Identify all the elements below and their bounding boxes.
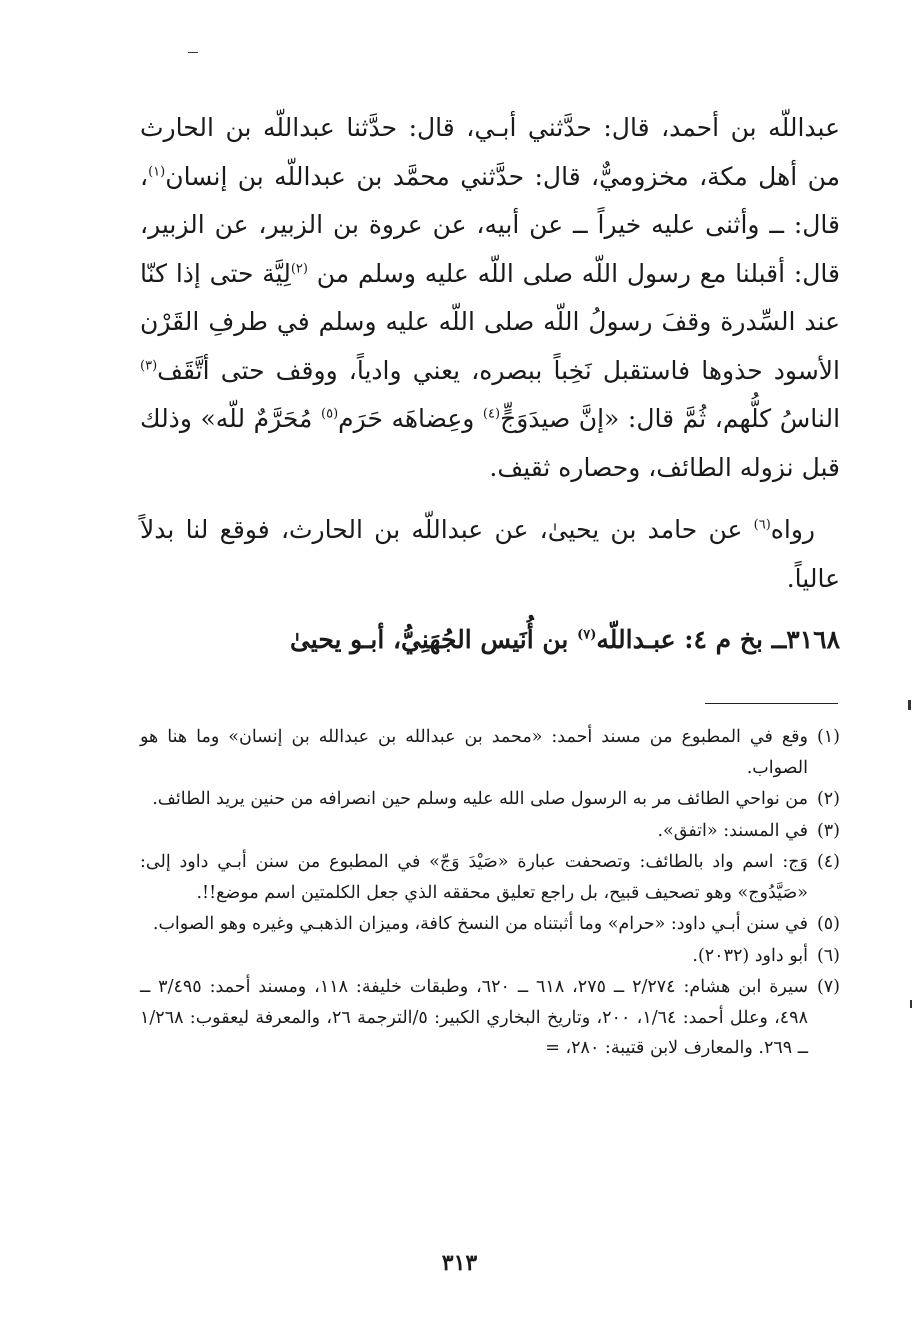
- footnote-text: وقع في المطبوع من مسند أحمد: «محمد بن عبدالله بن عبدالله بن إنسان» وما هنا هو الصواب.: [140, 727, 808, 778]
- footnote-ref[interactable]: (٥): [321, 406, 339, 422]
- entry-heading: [150, 620, 840, 660]
- footnote-number: (١): [816, 727, 840, 747]
- text-line: رواه: [770, 515, 815, 544]
- entry-name: عبـداللّه: [596, 625, 676, 654]
- footnote-item: [140, 847, 840, 908]
- text-line: عبداللّه بن أحمد، قال: حدَّثني أبـي، قال: حدَّثنا عبداللّه بن الحارث: [140, 113, 840, 142]
- entry-name: بن أُنَيس الجُهَنِيُّ، أبـو يحيىٰ: [289, 625, 569, 654]
- footnote-number: (٣): [816, 820, 840, 841]
- footnote-ref[interactable]: (٤): [482, 406, 501, 422]
- footnote-number: (٦): [816, 945, 840, 966]
- scan-speck: [908, 700, 911, 710]
- paragraph-2: [140, 506, 840, 603]
- page-number: ٣١٣: [441, 1250, 478, 1276]
- paragraph-1: [140, 104, 840, 492]
- footnote-number: (٥): [816, 914, 840, 934]
- text-line: الأسود حذوها فاستقبل نَخِباً ببصره، يعني وادياً، ووقف حتى أتَّقَف: [157, 355, 840, 385]
- scan-speck: [910, 1000, 912, 1008]
- text-line: وذلك قبل نزوله الطائف، وحصاره ثقيف.: [140, 404, 840, 482]
- footnotes: [140, 722, 840, 1065]
- text-line: الناسُ كلُّهم، ثُمَّ قال: «إنَّ صيدَوَجٍّ: [500, 404, 841, 433]
- main-text: [140, 104, 840, 603]
- footnote-number: (٢): [816, 789, 840, 809]
- text-line: بدلاً عالياً.: [140, 515, 840, 593]
- footnote-text: في المسند: «اتفق».: [657, 820, 808, 841]
- footnote-item: [140, 909, 840, 940]
- footnote-ref[interactable]: (١): [148, 164, 166, 180]
- text-line: لِيَّة حتى إذا كنّا: [140, 258, 291, 288]
- text-line: مُحَرَّمٌ للّه»: [200, 404, 313, 433]
- footnote-text: سيرة ابن هشام: ٢/٢٧٤ ــ ٢٧٥، ٦١٨ ــ ٦٢٠، وطبقات خليفة: ١١٨، ومسند أحمد: ٣/٤٩٥ ــ ٤٩٨، وعلل أحمد: ١/٦٤، ٢٠٠، وتاريخ البخاري الكبير: ٥/الترجمة ٢٦، والمعرفة ليعقوب: ١/٢٦٨ ــ ٢٦٩. والمعارف لابن قتيبة: ٢٨٠، =: [140, 977, 809, 1058]
- scan-speck: [188, 52, 198, 53]
- text-line: عند السِّدرة وقفَ رسولُ اللّه صلى اللّه عليه وسلم في طرفِ القَرْن: [140, 307, 840, 336]
- footnote-ref[interactable]: (٣): [140, 358, 158, 374]
- footnote-ref[interactable]: (٦): [753, 517, 771, 533]
- footnote-item: [140, 972, 840, 1064]
- footnote-text: وَج: اسم واد بالطائف: وتصحفت عبارة «صَيْدَ وَجّ» في المطبوع من سنن أبـي داود إلى: «صَيَّدُوج» وهو تصحيف قبيح، بل راجع تعليق محققه الذي جعل الكلمتين اسم موضع!!.: [140, 852, 808, 903]
- text-line: ،: [140, 161, 149, 191]
- footnote-ref[interactable]: (٧): [577, 627, 597, 643]
- text-line: عن حامد بن يحيىٰ، عن عبداللّه بن الحارث، فوقع لنا: [185, 515, 743, 544]
- entry-number: ٣١٦٨ــ: [771, 625, 840, 654]
- footnote-text: أبو داود (٢٠٣٢).: [692, 945, 808, 966]
- text-line: وعِضاهَه حَرَم: [338, 404, 475, 433]
- footnote-divider: [705, 703, 838, 704]
- footnote-number: (٤): [816, 852, 840, 872]
- footnote-ref[interactable]: (٢): [290, 261, 308, 277]
- footnote-text: في سنن أبـي داود: «حرام» وما أثبتناه من النسخ كافة، وميزان الذهبـي وغيره وهو الصواب.: [152, 914, 808, 934]
- footnote-number: (٧): [816, 977, 840, 997]
- footnote-item: [140, 722, 840, 783]
- footnote-item: [140, 941, 840, 972]
- text-line: قال: أقبلنا مع رسول اللّه صلى اللّه عليه وسلم من: [316, 258, 840, 288]
- footnote-item: [140, 816, 840, 847]
- text-line: قال: ــ وأثنى عليه خيراً ــ عن أبيه، عن عروة بن الزبير، عن الزبير،: [140, 210, 840, 239]
- footnote-item: [140, 784, 840, 815]
- entry-codes: بخ م ٤:: [684, 625, 763, 654]
- text-line: من أهل مكة، مخزوميٌّ، قال: حدَّثني محمَّد بن عبداللّه بن إنسان: [165, 161, 840, 191]
- footnote-text: من نواحي الطائف مر به الرسول صلى الله عليه وسلم حين انصرافه من حنين يريد الطائف.: [152, 789, 808, 809]
